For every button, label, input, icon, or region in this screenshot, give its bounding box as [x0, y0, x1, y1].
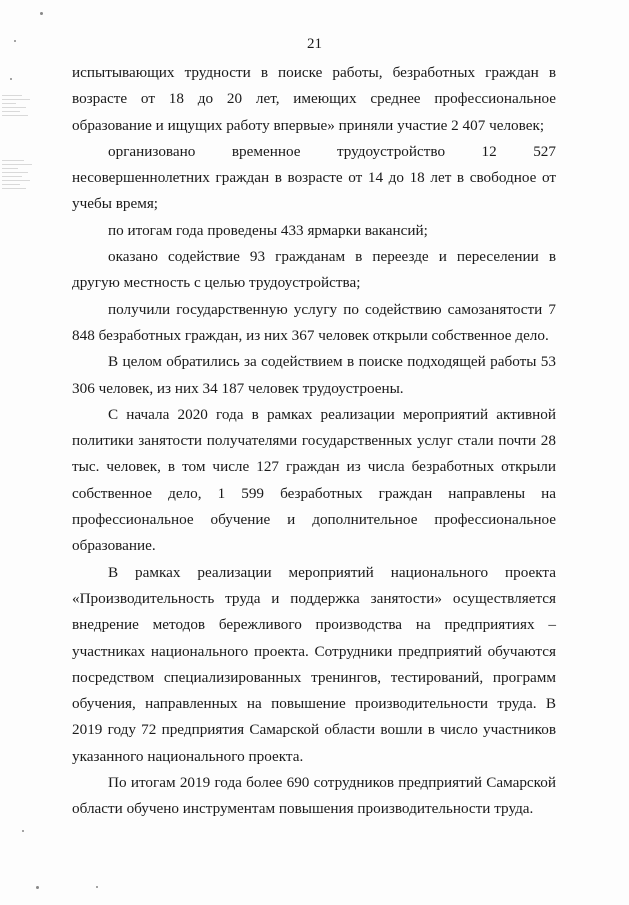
- paragraph: оказано содействие 93 гражданам в переезде и переселении в другую местность с целью трудоустройства;: [72, 248, 556, 292]
- scan-dot: [96, 886, 98, 888]
- paragraph: получили государственную услугу по содействию самозанятости 7 848 безработных граждан, из них 367 человек открыли собственное дело.: [72, 300, 556, 344]
- scan-dot: [22, 830, 24, 832]
- paragraph: По итогам 2019 года более 690 сотрудников предприятий Самарской области обучено инструментам повышения производительности труда.: [72, 774, 556, 818]
- scan-noise: [2, 95, 38, 119]
- scan-dot: [36, 886, 39, 889]
- paragraph: испытывающих трудности в поиске работы, безработных граждан в возрасте от 18 до 20 лет, имеющих среднее профессиональное образование и ищущих работу впервые» приняли участие 2 407 человек;: [72, 64, 556, 134]
- scan-dot: [40, 12, 43, 15]
- scan-dot: [10, 78, 12, 80]
- paragraph: организовано временное трудоустройство 12 527 несовершеннолетних граждан в возрасте от 14 до 18 лет в свободное от учебы время;: [72, 142, 556, 213]
- paragraph: В целом обратились за содействием в поиске подходящей работы 53 306 человек, из них 34 187 человек трудоустроены.: [72, 353, 556, 397]
- paragraph: С начала 2020 года в рамках реализации мероприятий активной политики занятости получателями государственных услуг стали почти 28 тыс. человек, в том числе 127 граждан из числа безработных открыли собственное дело, 1 599 безработных граждан направлены на профессиональное обучение и дополнительное профессиональное образование.: [72, 405, 556, 555]
- page-number: 21: [307, 36, 322, 52]
- paragraph: В рамках реализации мероприятий национального проекта «Производительность труда и поддержка занятости» осуществляется внедрение методов бережливого производства на предприятиях – участниках национального проекта. Сотрудники предприятий обучаются посредством специализированных тренингов, тестирований, программ обучения, направленных на повышение производительности труда. В 2019 году 72 предприятия Самарской области вошли в число участников указанного национального проекта.: [72, 563, 556, 765]
- scan-noise: [2, 160, 38, 192]
- paragraph: по итогам года проведены 433 ярмарки вакансий;: [108, 221, 428, 239]
- document-body: [72, 60, 556, 823]
